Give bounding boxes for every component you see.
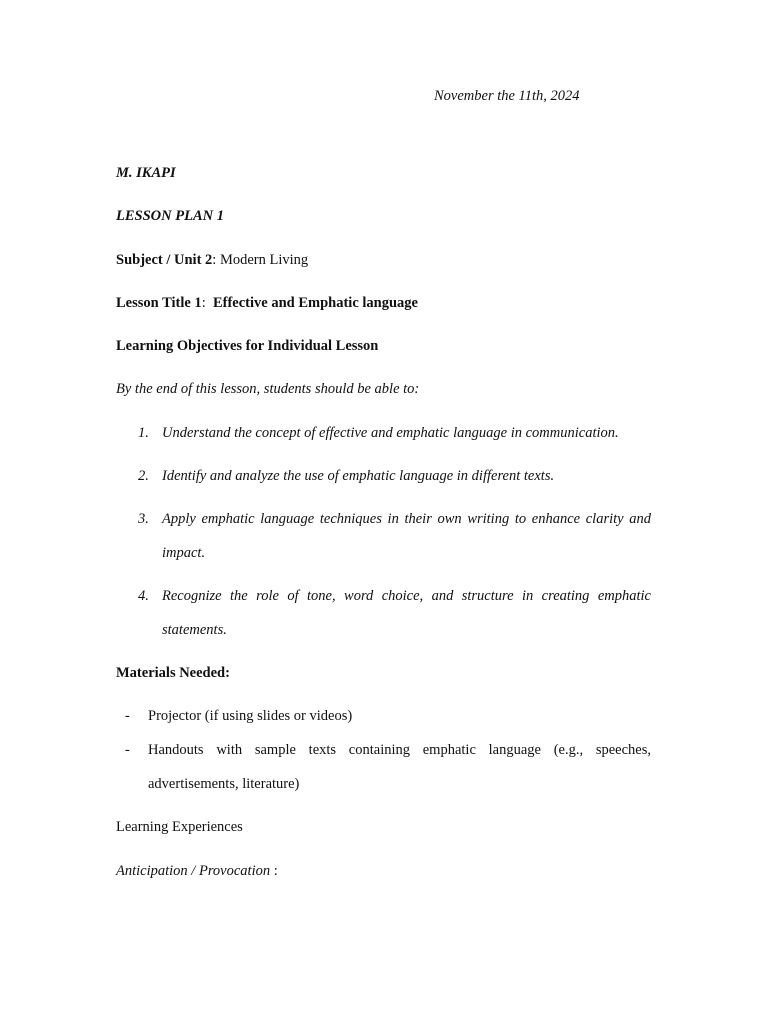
- objective-item: [116, 459, 651, 493]
- material-text: Projector (if using slides or videos): [148, 708, 353, 724]
- material-item: [116, 733, 651, 801]
- objectives-heading: Learning Objectives for Individual Lesson: [116, 338, 379, 354]
- material-item: [116, 699, 651, 733]
- lesson-plan-title: LESSON PLAN 1: [116, 208, 224, 224]
- objective-item: [116, 579, 651, 647]
- subject-line: [116, 250, 308, 270]
- anticipation-heading: [116, 861, 278, 881]
- objective-item: [116, 502, 651, 570]
- materials-heading: Materials Needed:: [116, 665, 230, 681]
- objective-number: 4.: [138, 588, 149, 604]
- lesson-title-label: Lesson Title 1: [116, 295, 202, 311]
- material-text: Handouts with sample texts containing emphatic language (e.g., speeches, advertisements, literature): [148, 742, 651, 792]
- objective-text: Understand the concept of effective and emphatic language in communication.: [162, 425, 619, 441]
- lesson-title-value: Effective and Emphatic language: [212, 295, 418, 311]
- objective-text: Apply emphatic language techniques in their own writing to enhance clarity and impact.: [162, 511, 651, 561]
- objectives-intro: By the end of this lesson, students should be able to:: [116, 381, 420, 397]
- author-name: M. IKAPI: [116, 165, 176, 181]
- subject-separator: :: [212, 252, 220, 268]
- objective-text: Identify and analyze the use of emphatic language in different texts.: [162, 468, 555, 484]
- learning-experiences-heading: Learning Experiences: [116, 819, 243, 835]
- document-date: November the 11th, 2024: [434, 88, 580, 104]
- subject-value: Modern Living: [219, 252, 309, 268]
- objective-number: 2.: [138, 468, 149, 484]
- subject-label: Subject / Unit 2: [116, 252, 213, 268]
- bullet-dash: -: [125, 708, 130, 724]
- anticipation-label: Anticipation / Provocation: [116, 863, 271, 879]
- objective-text: Recognize the role of tone, word choice, and structure in creating emphatic statements.: [162, 588, 651, 638]
- lesson-title-line: [116, 293, 418, 313]
- lesson-title-separator: :: [201, 295, 213, 311]
- objective-number: 3.: [138, 511, 149, 527]
- anticipation-suffix: :: [270, 863, 278, 879]
- objective-number: 1.: [138, 425, 149, 441]
- objective-item: [116, 416, 651, 450]
- bullet-dash: -: [125, 742, 130, 758]
